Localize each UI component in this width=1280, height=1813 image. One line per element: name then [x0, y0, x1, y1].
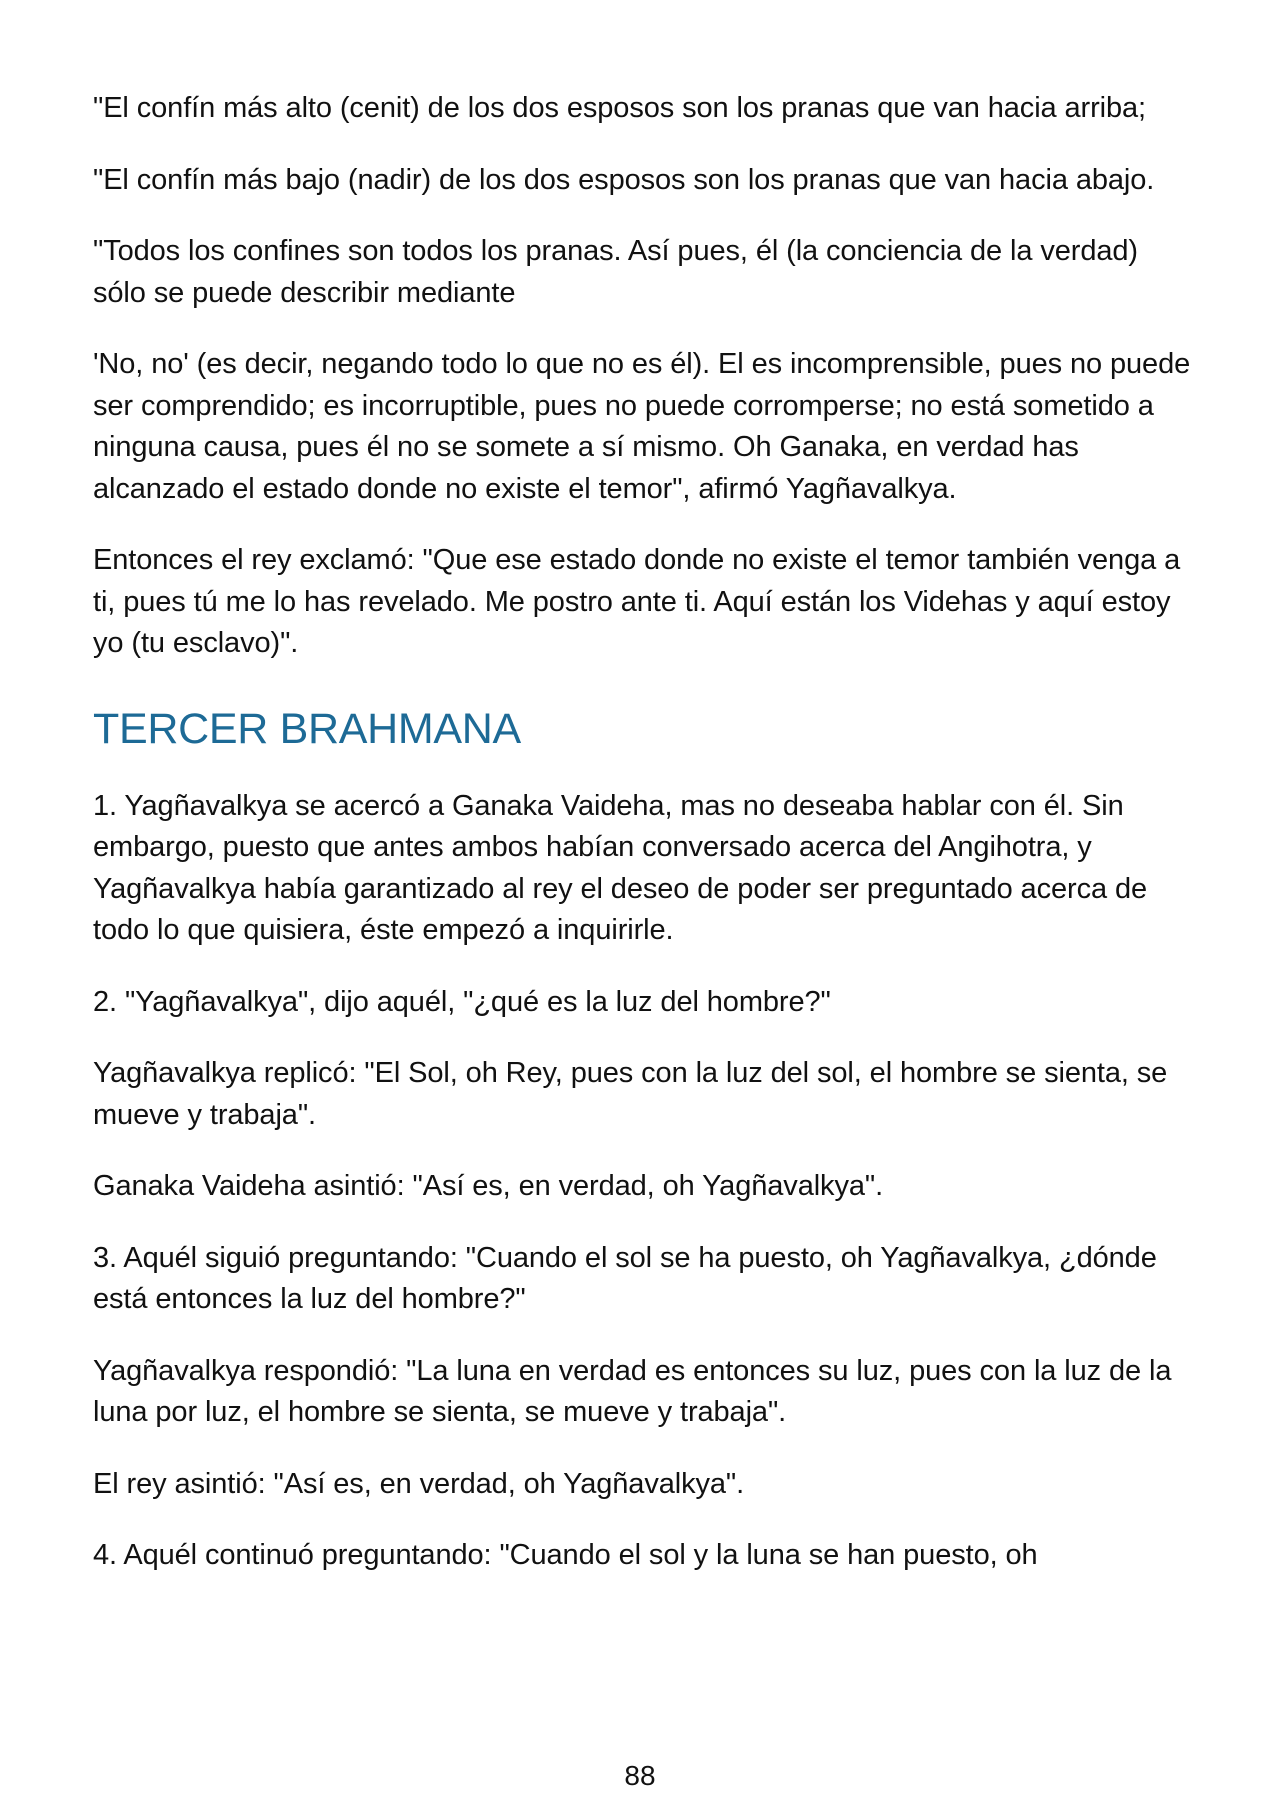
paragraph: Yagñavalkya respondió: "La luna en verdad es entonces su luz, pues con la luz de la luna por luz, el hombre se sienta, se mueve y trabaja". — [93, 1354, 1172, 1428]
paragraph: 2. "Yagñavalkya", dijo aquél, "¿qué es la luz del hombre?" — [93, 985, 831, 1018]
paragraph: Yagñavalkya replicó: "El Sol, oh Rey, pues con la luz del sol, el hombre se sienta, se mueve y trabaja". — [93, 1057, 1168, 1131]
paragraph: "El confín más alto (cenit) de los dos esposos son los pranas que van hacia arriba; — [93, 92, 1147, 124]
paragraph: 'No, no' (es decir, negando todo lo que no es él). El es incomprensible, pues no puede ser comprendido; es incorruptible, pues no puede corromperse; no está sometido a ninguna causa, pues él no se somete a sí mismo. Oh Ganaka, en verdad has alcanzado el estado donde no existe el temor", afirmó Yagñavalkya. — [93, 348, 1191, 505]
paragraph: Entonces el rey exclamó: "Que ese estado donde no existe el temor también venga a ti, pues tú me lo has revelado. Me postro ante ti. Aquí están los Videhas y aquí estoy yo (tu esclavo)". — [93, 544, 1181, 659]
page-content — [93, 88, 1193, 1607]
section-heading: TERCER BRAHMANA — [93, 704, 521, 753]
paragraph: "Todos los confines son todos los pranas. Así pues, él (la conciencia de la verdad) sólo se puede describir mediante — [93, 235, 1138, 309]
paragraph: "El confín más bajo (nadir) de los dos esposos son los pranas que van hacia abajo. — [93, 163, 1155, 196]
paragraph: 4. Aquél continuó preguntando: "Cuando el sol y la luna se han puesto, oh — [93, 1539, 1038, 1571]
paragraph: Ganaka Vaideha asintió: "Así es, en verdad, oh Yagñavalkya". — [93, 1170, 884, 1202]
page-number: 88 — [624, 1760, 656, 1791]
paragraph: 3. Aquél siguió preguntando: "Cuando el sol se ha puesto, oh Yagñavalkya, ¿dónde está entonces la luz del hombre?" — [93, 1241, 1157, 1315]
paragraph: 1. Yagñavalkya se acercó a Ganaka Vaideha, mas no deseaba hablar con él. Sin embargo, puesto que antes ambos habían conversado acerca del Angihotra, y Yagñavalkya había garantizado al rey el deseo de poder ser preguntado acerca de todo lo que quisiera, éste empezó a inquirirle. — [93, 789, 1148, 946]
paragraph: El rey asintió: "Así es, en verdad, oh Yagñavalkya". — [93, 1467, 745, 1500]
